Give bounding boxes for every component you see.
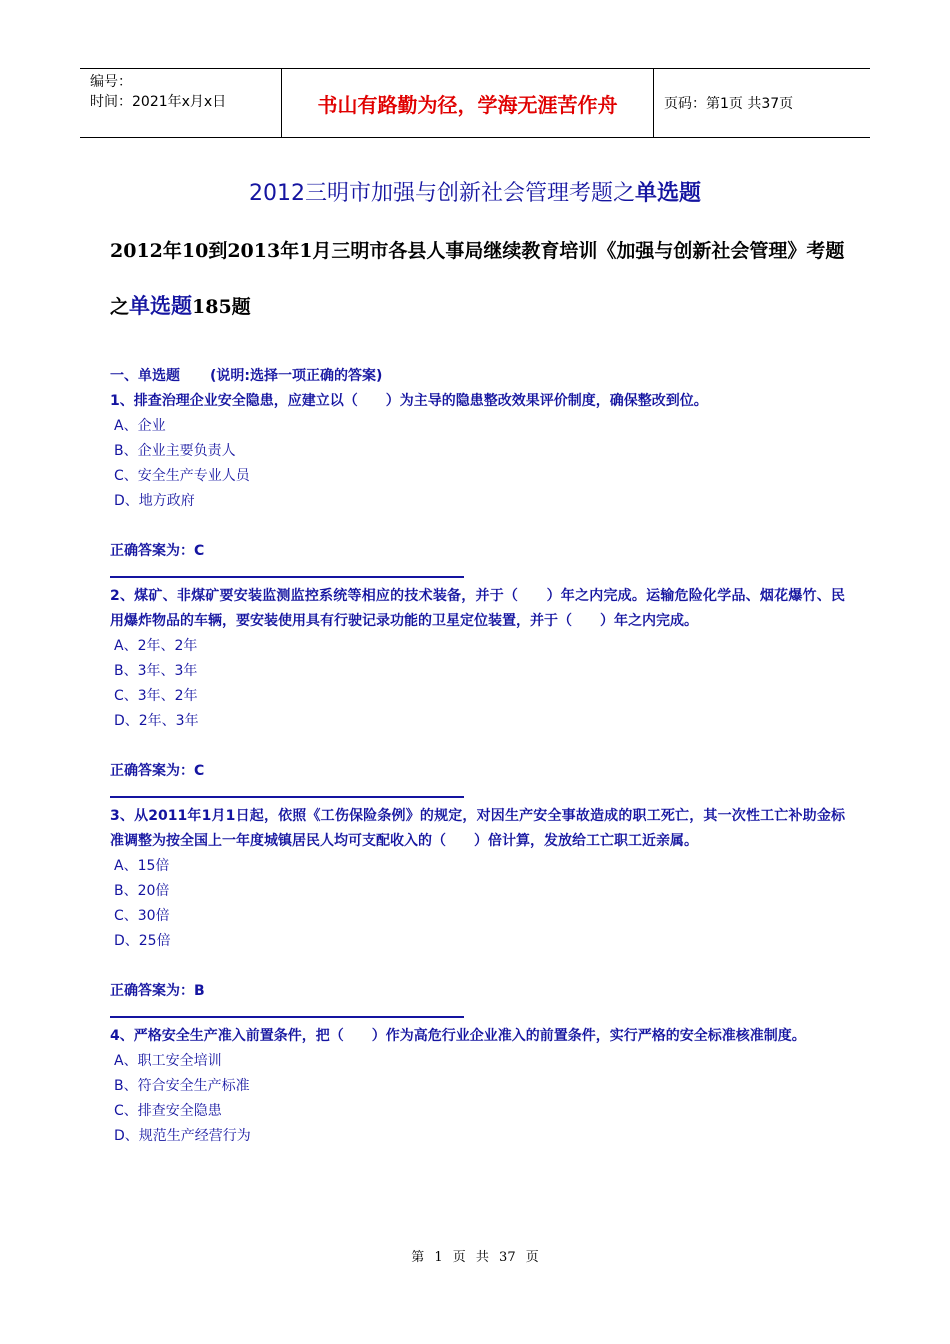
question-option: D、规范生产经营行为 — [114, 1128, 251, 1144]
header-time-label: 时间：2021年x月x日 — [90, 94, 227, 110]
section-heading-label: 一、单选题 — [110, 368, 180, 384]
subtitle-part1: 2012年10到2013年1月三明市各县人事局继续教育培训《加强与创新社会管理》考题之 — [110, 240, 845, 318]
question-text: 4、严格安全生产准入前置条件，把（ ）作为高危行业企业准入的前置条件，实行严格的安全标准核准制度。 — [110, 1028, 806, 1044]
section-heading — [110, 364, 845, 389]
question-answer: 正确答案为：C — [110, 543, 205, 559]
question-option: D、2年、3年 — [114, 713, 199, 729]
section-heading-note: (说明:选择一项正确的答案) — [210, 368, 383, 384]
question-option: C、安全生产专业人员 — [114, 468, 250, 484]
header-number-label: 编号： — [90, 74, 132, 90]
question-option: A、2年、2年 — [114, 638, 198, 654]
question-option: D、地方政府 — [114, 493, 195, 509]
question-separator — [110, 784, 464, 798]
question-text: 3、从2011年1月1日起，依照《工伤保险条例》的规定，对因生产安全事故造成的职工死亡，其一次性工亡补助金标准调整为按全国上一年度城镇居民人均可支配收入的（ ）倍计算，发放给工亡职工近亲属。 — [110, 808, 845, 849]
question-option: C、3年、2年 — [114, 688, 198, 704]
page-footer: 第 1 页 共 37 页 — [411, 1250, 539, 1265]
question-option: C、排查安全隐患 — [114, 1103, 222, 1119]
header-page-info: 页码：第1页 共37页 — [664, 96, 794, 112]
question-text: 1、排查治理企业安全隐患，应建立以（ ）为主导的隐患整改效果评价制度，确保整改到位。 — [110, 393, 708, 409]
document-title-emphasis: 单选题 — [634, 181, 701, 206]
question-block — [110, 1024, 845, 1149]
subtitle-part2: 185题 — [192, 296, 251, 318]
question-block — [110, 584, 845, 798]
header-table — [80, 68, 870, 138]
question-option: A、企业 — [114, 418, 166, 434]
question-separator — [110, 564, 464, 578]
question-option: C、30倍 — [114, 908, 170, 924]
question-option: D、25倍 — [114, 933, 171, 949]
question-list — [110, 364, 845, 1149]
header-meta-cell — [80, 69, 282, 137]
document-title-main: 2012三明市加强与创新社会管理考题之 — [248, 181, 635, 206]
question-answer: 正确答案为：C — [110, 763, 205, 779]
question-option: A、职工安全培训 — [114, 1053, 222, 1069]
question-block — [110, 389, 845, 578]
question-option: A、15倍 — [114, 858, 170, 874]
question-answer: 正确答案为：B — [110, 983, 205, 999]
question-option: B、企业主要负责人 — [114, 443, 236, 459]
document-subtitle — [110, 224, 850, 335]
question-block — [110, 804, 845, 1018]
question-option: B、3年、3年 — [114, 663, 198, 679]
question-option: B、20倍 — [114, 883, 170, 899]
question-option: B、符合安全生产标准 — [114, 1078, 250, 1094]
question-separator — [110, 1004, 464, 1018]
document-title — [0, 176, 950, 207]
question-text: 2、煤矿、非煤矿要安装监测监控系统等相应的技术装备，并于（ ）年之内完成。运输危险化学品、烟花爆竹、民用爆炸物品的车辆，要安装使用具有行驶记录功能的卫星定位装置，并于（ ）年之内完成。 — [110, 588, 845, 629]
subtitle-emphasis: 单选题 — [129, 294, 193, 318]
header-motto: 书山有路勤为径，学海无涯苦作舟 — [282, 69, 654, 137]
